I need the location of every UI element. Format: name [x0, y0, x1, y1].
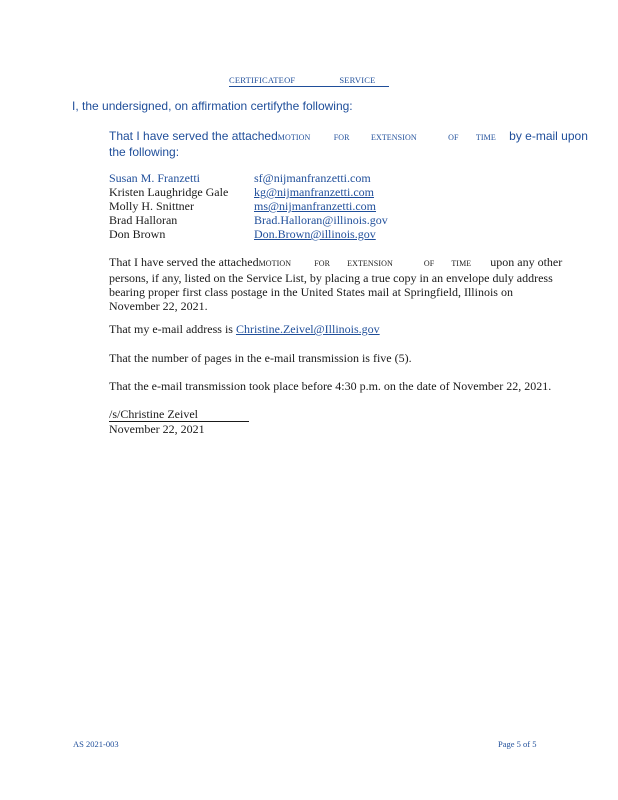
para2-line3b: class postage in the United States mail — [204, 285, 390, 299]
title-word-service: SERVICE — [339, 75, 376, 85]
para2-doc-word5: TIME — [451, 259, 472, 268]
service-name: Susan M. Franzetti — [109, 171, 200, 185]
signature-line: /s/Christine Zeivel — [109, 407, 249, 422]
para1-lead: That I have served the attached — [109, 129, 278, 143]
signature-block — [109, 407, 249, 436]
para1-doc-word1: MOTION — [277, 133, 311, 142]
para2-doc-word3: EXTENSION — [347, 259, 393, 268]
para2-doc-word1: MOTION — [258, 259, 292, 268]
transmission-time-paragraph: That the e-mail transmission took place before 4:30 p.m. on the date of November 22, 2021. — [109, 379, 552, 393]
para2-lead: That I have served the attached — [109, 255, 259, 269]
service-email-link[interactable]: kg@nijmanfranzetti.com — [254, 185, 375, 199]
intro-paragraph — [72, 99, 353, 113]
para2-line3 — [109, 285, 562, 299]
para1-doc-word2: FOR — [333, 133, 350, 142]
para1-doc-word3: EXTENSION — [370, 133, 417, 142]
para2-line3e: on — [500, 285, 513, 299]
para2-line3c: at — [392, 285, 401, 299]
para2-line3a: bearing proper first — [109, 285, 202, 299]
service-name: Molly H. Snittner — [109, 199, 195, 213]
title-word-of: OF — [284, 75, 296, 85]
para2-line4: November 22, 2021. — [109, 299, 208, 313]
service-list — [109, 171, 388, 241]
service-email-link[interactable]: Don.Brown@illinois.gov — [254, 227, 376, 241]
para1-line2: the following: — [109, 145, 180, 159]
document-title — [229, 75, 389, 87]
para1-doc-word4: OF — [448, 133, 459, 142]
service-list-item — [109, 227, 388, 241]
para1-doc-word5: TIME — [475, 133, 496, 142]
signature-date: November 22, 2021 — [109, 422, 205, 436]
intro-part2: certify — [250, 99, 283, 113]
service-name: Kristen Laughridge Gale — [109, 185, 229, 199]
footer-case-number: AS 2021-003 — [73, 739, 119, 749]
service-list-item — [109, 213, 388, 227]
service-email-link[interactable]: Brad.Halloran@illinois.gov — [254, 213, 388, 227]
intro-part3: the following: — [282, 99, 353, 113]
para1-line1 — [109, 129, 588, 145]
service-name: Don Brown — [109, 227, 166, 241]
para2-line1 — [109, 255, 562, 271]
own-email-link[interactable]: Christine.Zeivel@Illinois.gov — [235, 322, 380, 336]
service-list-item — [109, 199, 388, 213]
mail-service-paragraph — [109, 255, 562, 313]
para2-line3d: Springfield, Illinois — [403, 285, 498, 299]
pages-paragraph: That the number of pages in the e-mail transmission is five (5). — [109, 351, 412, 365]
para1-tail: by e-mail upon — [509, 129, 588, 143]
para2-tail: upon any other — [490, 255, 563, 269]
service-email-link[interactable]: sf@nijmanfranzetti.com — [254, 171, 371, 185]
email-address-paragraph — [109, 322, 380, 337]
service-list-item — [109, 185, 388, 199]
para2-doc-word4: OF — [423, 259, 435, 268]
intro-part1: I, the undersigned, on affirmation — [72, 99, 248, 113]
footer-page-number: Page 5 of 5 — [498, 739, 537, 749]
title-word-certificate: CERTIFICATE — [229, 75, 285, 85]
service-list-item — [109, 171, 388, 185]
service-email-link[interactable]: ms@nijmanfranzetti.com — [254, 199, 377, 213]
para2-line2: persons, if any, listed on the Service List, by placing a true copy in an envelope duly address — [109, 271, 553, 285]
para2-doc-word2: FOR — [314, 259, 331, 268]
email-line-lead: That my e-mail address is — [109, 322, 233, 336]
service-name: Brad Halloran — [109, 213, 178, 227]
email-service-paragraph — [109, 129, 588, 159]
